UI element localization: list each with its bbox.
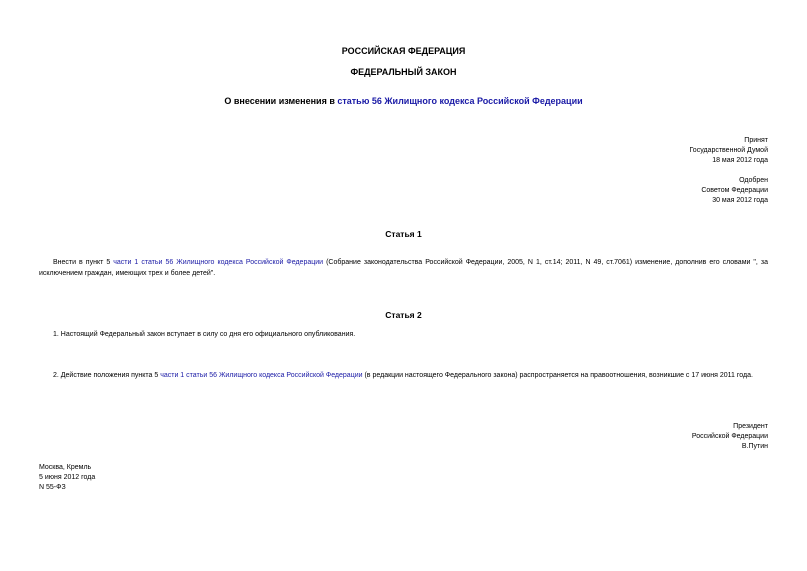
article-2-point-1: 1. Настоящий Федеральный закон вступает в силу со дня его официального опубликования. (53, 331, 356, 338)
place-date-block (39, 463, 95, 493)
place: Москва, Кремль (39, 464, 92, 471)
signature-name: В.Путин (741, 443, 768, 450)
approved-line-3: 30 мая 2012 года (712, 197, 768, 204)
article-2-link[interactable]: части 1 статьи 56 Жилищного кодекса Российской Федерации (160, 372, 363, 379)
signature-block (692, 422, 768, 452)
accepted-line-3: 18 мая 2012 года (712, 157, 768, 164)
law-title-prefix: О внесении изменения в (224, 96, 338, 106)
country-heading: РОССИЙСКАЯ ФЕДЕРАЦИЯ (341, 46, 466, 56)
accepted-block (689, 136, 768, 166)
article-1-link[interactable]: части 1 статьи 56 Жилищного кодекса Российской Федерации (113, 259, 324, 266)
article-1-text (39, 257, 768, 279)
signature-title: Президент (733, 423, 768, 430)
article-1-text-after: (Собрание законодательства Российской Федерации, 2005, N 1, ст.14; 2011, N 49, ст.7061) изменение, дополнив его словами ", за исключением граждан, имеющих трех и более детей". (39, 259, 768, 277)
doc-type-heading: ФЕДЕРАЛЬНЫЙ ЗАКОН (350, 67, 457, 77)
article-2-point-2-after: (в редакции настоящего Федерального закона) распространяется на правоотношения, возникшие с 17 июня 2011 года. (362, 372, 753, 379)
signature-org: Российской Федерации (691, 433, 768, 440)
article-1-text-before: Внести в пункт 5 (53, 259, 114, 266)
approved-line-1: Одобрен (739, 177, 768, 184)
article-2-point-2-before: 2. Действие положения пункта 5 (53, 372, 161, 379)
approved-block (701, 176, 768, 206)
sign-date: 5 июня 2012 года (39, 474, 96, 481)
approved-line-2: Советом Федерации (701, 187, 768, 194)
law-title (0, 96, 807, 106)
law-title-link[interactable]: статью 56 Жилищного кодекса Российской Федерации (337, 96, 583, 106)
law-number: N 55-ФЗ (39, 484, 66, 491)
article-1-heading: Статья 1 (385, 229, 422, 239)
accepted-line-1: Принят (744, 137, 768, 144)
article-2-point-2 (39, 370, 768, 381)
accepted-line-2: Государственной Думой (689, 147, 768, 154)
article-2-heading: Статья 2 (385, 310, 422, 320)
